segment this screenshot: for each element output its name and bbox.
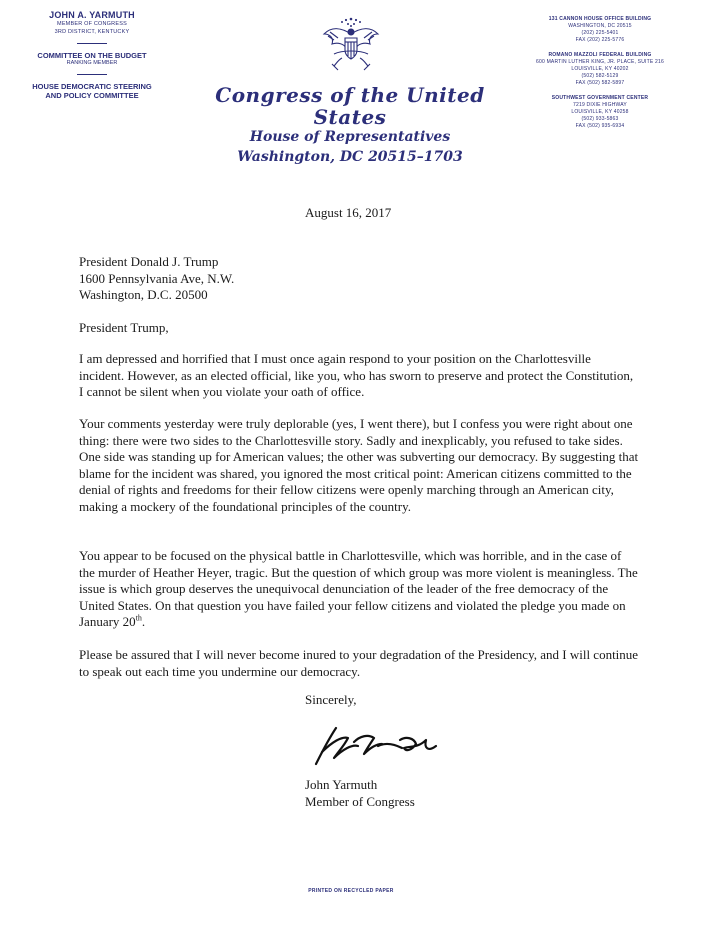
office-line: (502) 933-5863 bbox=[581, 116, 619, 122]
office-line: FAX (502) 582-5897 bbox=[575, 80, 625, 86]
divider bbox=[77, 74, 107, 75]
office-name: SOUTHWEST GOVERNMENT CENTER bbox=[551, 95, 649, 101]
office-line: FAX (502) 935-6934 bbox=[575, 123, 625, 129]
city-line: Washington, DC 20515–1703 bbox=[237, 149, 463, 165]
closing: Sincerely, bbox=[305, 692, 357, 707]
member-title: MEMBER OF CONGRESS bbox=[57, 21, 127, 27]
office-line: (202) 225-5401 bbox=[581, 30, 619, 36]
office-line: LOUISVILLE, KY 40258 bbox=[571, 109, 629, 115]
office-line: FAX (202) 225-5776 bbox=[575, 37, 625, 43]
paragraph-1: I am depressed and horrified that I must once again respond to your position on the Charlottesville incident. However, as an elected official, like you, who has sworn to preserve and protect the Constitution, I cannot be silent when you violate your oath of office. bbox=[79, 351, 634, 400]
office-line: LOUISVILLE, KY 40202 bbox=[571, 66, 629, 72]
office-name: 131 CANNON HOUSE OFFICE BUILDING bbox=[548, 16, 652, 22]
office-line: WASHINGTON, DC 20515 bbox=[568, 23, 632, 29]
handwritten-signature-icon bbox=[308, 722, 448, 770]
letter-date: August 16, 2017 bbox=[305, 205, 392, 220]
salutation: President Trump, bbox=[79, 320, 169, 335]
office-line: 600 MARTIN LUTHER KING, JR. PLACE, SUITE 216 bbox=[536, 59, 664, 65]
great-seal-eagle-icon bbox=[320, 14, 382, 76]
letterhead-right bbox=[520, 16, 680, 138]
committee-steering-line1: HOUSE DEMOCRATIC STEERING bbox=[32, 82, 152, 91]
recipient-street: 1600 Pennsylvania Ave, N.W. bbox=[79, 270, 235, 286]
letterhead-left bbox=[22, 10, 162, 100]
congress-title: Congress of the United States bbox=[215, 83, 485, 129]
recipient-city: Washington, D.C. 20500 bbox=[79, 287, 208, 303]
member-district: 3RD DISTRICT, KENTUCKY bbox=[54, 29, 130, 35]
office-washington bbox=[520, 16, 680, 44]
recipient-address bbox=[79, 254, 639, 304]
house-title: House of Representatives bbox=[249, 129, 451, 145]
committee-budget: COMMITTEE ON THE BUDGET bbox=[37, 51, 147, 60]
signer-title: Member of Congress bbox=[305, 793, 415, 809]
office-southwest bbox=[520, 95, 680, 130]
committee-budget-role: RANKING MEMBER bbox=[66, 60, 118, 66]
paragraph-4: Please be assured that I will never become inured to your degradation of the Presidency, and I will continue to speak out each time you undermine our democracy. bbox=[79, 647, 639, 679]
committee-steering-line2: AND POLICY COMMITTEE bbox=[45, 91, 139, 100]
office-line: (502) 582-5129 bbox=[581, 73, 619, 79]
office-name: ROMANO MAZZOLI FEDERAL BUILDING bbox=[548, 52, 652, 58]
paragraph-3-end: . bbox=[141, 614, 146, 630]
paragraph-3-text: You appear to be focused on the physical battle in Charlottesville, which was horrible, and in the case of the murder of Heather Heyer, tragic. But the question of which group was more violent is meaningless. The issue is which group deserves the unequivocal denunciation of the leader of the free democracy of the United States. On that question you have failed your fellow citizens and violated the pledge you made on January 20 bbox=[79, 548, 638, 630]
paragraph-3 bbox=[79, 548, 639, 631]
letterhead-center bbox=[190, 84, 510, 167]
signature-block bbox=[305, 777, 415, 810]
member-name: JOHN A. YARMUTH bbox=[49, 10, 135, 20]
office-line: 7219 DIXIE HIGHWAY bbox=[573, 102, 627, 108]
recipient-name: President Donald J. Trump bbox=[79, 254, 219, 269]
recycled-paper-notice: PRINTED ON RECYCLED PAPER bbox=[308, 888, 394, 894]
divider bbox=[77, 43, 107, 44]
office-louisville-federal bbox=[520, 52, 680, 87]
paragraph-2: Your comments yesterday were truly deplorable (yes, I went there), but I confess you were right about one thing: there were two sides to the Charlottesville story. Sadly and inexplicably, you refused to take sides. One side was standing up for American values; the other was subverting our democracy. By suggesting that blame for the incident was shared, you ignored the most critical point: American citizens committed to the denial of rights and freedoms for their fellow citizens were openly marching through an American city, making a mockery of the foundational principles of the country. bbox=[79, 416, 639, 514]
signer-name: John Yarmuth bbox=[305, 777, 378, 792]
ordinal-suffix: th bbox=[135, 614, 142, 624]
